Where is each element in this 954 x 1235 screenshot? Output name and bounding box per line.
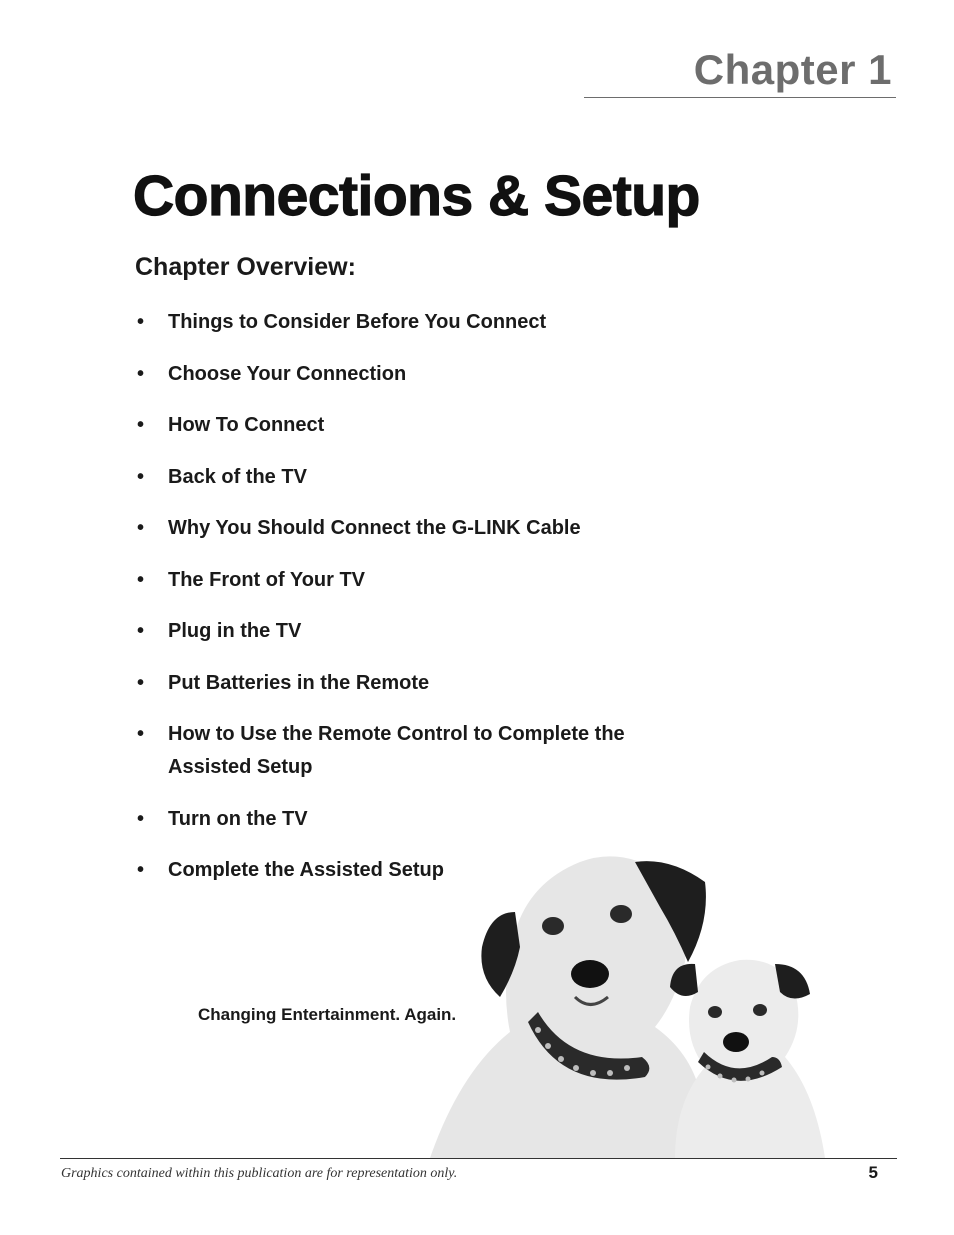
bullet: • [137,620,145,642]
footer-note: Graphics contained within this publication are for representation only. [61,1166,458,1181]
page-number: 5 [868,1163,878,1182]
chapter-label: Chapter 1 [693,46,892,93]
list-item [135,564,655,597]
list-item [135,512,655,545]
list-item [135,803,655,836]
list-item-text: Turn on the TV [168,807,308,830]
dogs-illustration [420,852,860,1158]
list-item-text: Back of the TV [168,465,307,488]
bullet: • [137,465,145,488]
chapter-rule [584,97,896,98]
page-title: Connections & Setup [133,164,700,228]
footer-rule [60,1158,897,1159]
small-dog [670,960,825,1158]
list-item-text: Complete the Assisted Setup [168,859,444,881]
list-item-text: How To Connect [168,414,325,436]
bullet: • [137,517,145,539]
list-item-text: Plug in the TV [168,620,302,642]
large-dog [430,856,706,1158]
list-item [135,615,655,648]
list-item-text: Put Batteries in the Remote [168,671,430,694]
list-item [135,718,655,784]
list-item [135,409,655,442]
bullet: • [137,723,145,745]
tagline: Changing Entertainment. Again. [198,1005,457,1024]
bullet: • [137,859,145,881]
list-item-text: Things to Consider Before You Connect [168,311,547,333]
bullet: • [137,671,145,694]
list-item-text: Why You Should Connect the G-LINK Cable [168,517,581,539]
bullet: • [137,414,145,436]
bullet: • [137,362,145,385]
list-item [135,358,655,391]
list-item-text: Choose Your Connection [168,362,407,385]
list-item [135,306,655,339]
list-item-text: How to Use the Remote Control to Complete the Assisted Setup [168,723,625,778]
bullet: • [137,568,145,591]
overview-list [135,306,655,906]
bullet: • [137,807,145,830]
list-item [135,461,655,494]
overview-heading: Chapter Overview: [135,253,356,281]
list-item-text: The Front of Your TV [168,568,366,591]
bullet: • [137,311,145,333]
list-item [135,667,655,700]
